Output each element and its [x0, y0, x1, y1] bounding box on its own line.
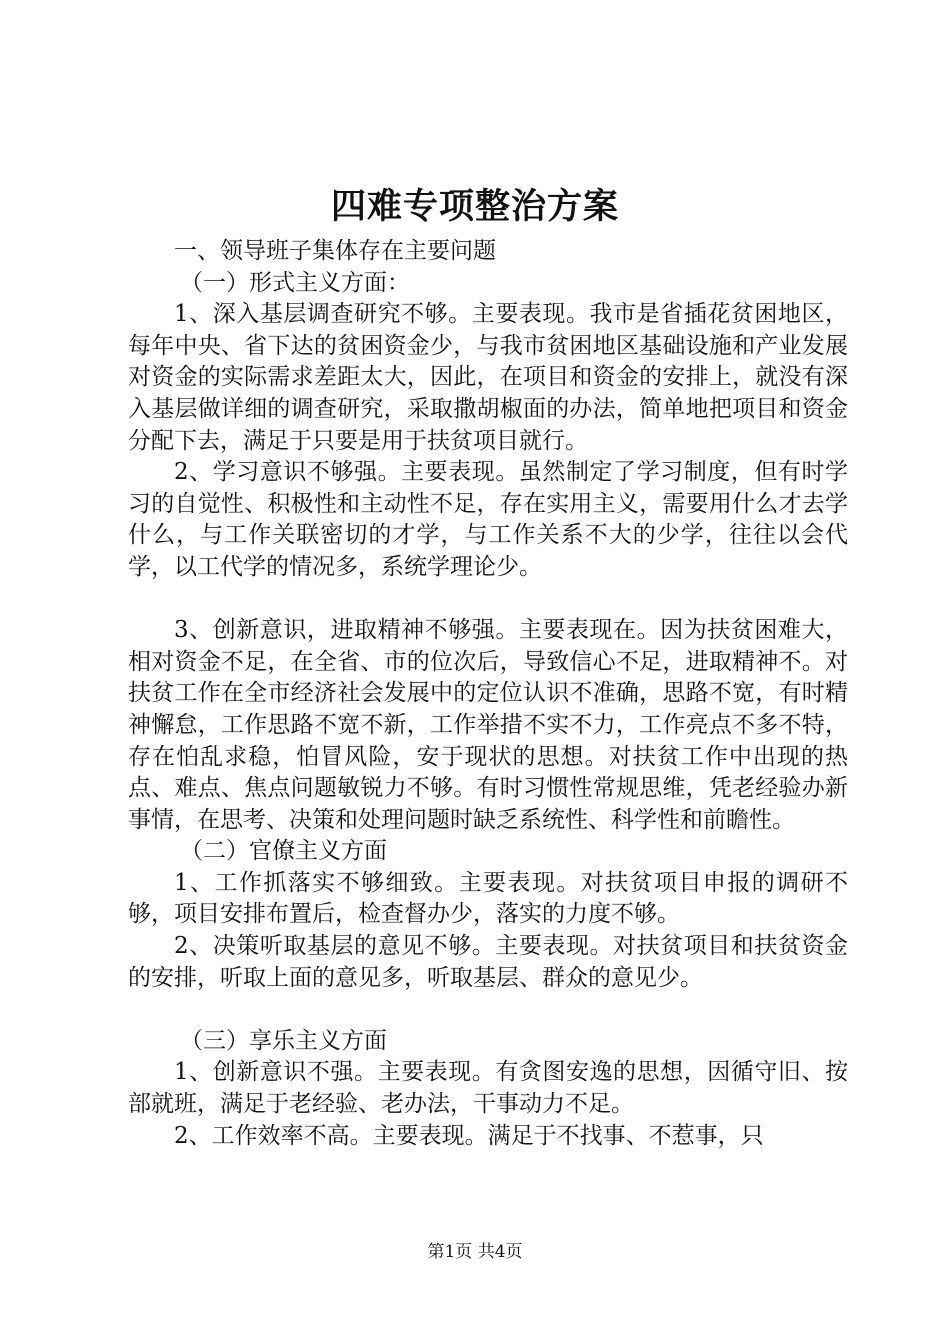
subsection-heading: （三）享乐主义方面: [180, 1027, 387, 1054]
document-title: 四难专项整治方案: [330, 186, 619, 227]
body-paragraph: 1、深入基层调查研究不够。主要表现。我市是省插花贫困地区，每年中央、省下达的贫困资金少，与我市贫困地区基础设施和产业发展对资金的实际需求差距太大，因此，在项目和资金的安排上，就没有深入基层做详细的调查研究，采取撒胡椒面的办法，简单地把项目和资金分配下去，满足于只要是用于扶贫项目就行。: [128, 301, 848, 454]
page-footer: 第1页 共4页: [427, 1242, 523, 1262]
subsection-heading: （一）形式主义方面：: [180, 269, 410, 296]
body-paragraph: 2、工作效率不高。主要表现。满足于不找事、不惹事，只: [174, 1122, 764, 1149]
subsection-heading: （二）官僚主义方面: [180, 838, 387, 865]
section-heading: 一、领导班子集体存在主要问题: [174, 238, 496, 264]
document-body: [128, 236, 848, 1152]
body-paragraph: 2、学习意识不够强。主要表现。虽然制定了学习制度，但有时学习的自觉性、积极性和主动性不足，存在实用主义，需要用什么才去学什么，与工作关联密切的才学，与工作关系不大的少学，往往以会代学，以工代学的情况多，系统学理论少。: [128, 459, 848, 580]
body-paragraph: 2、决策听取基层的意见不够。主要表现。对扶贫项目和扶贫资金的安排，听取上面的意见多，听取基层、群众的意见少。: [128, 933, 848, 991]
body-paragraph: 1、工作抓落实不够细致。主要表现。对扶贫项目申报的调研不够，项目安排布置后，检查督办少，落实的力度不够。: [128, 869, 848, 928]
body-paragraph: 1、创新意识不强。主要表现。有贪图安逸的思想，因循守旧、按部就班，满足于老经验、老办法，干事动力不足。: [128, 1059, 848, 1118]
body-paragraph: 3、创新意识，进取精神不够强。主要表现在。因为扶贫困难大，相对资金不足，在全省、市的位次后，导致信心不足，进取精神不。对扶贫工作在全市经济社会发展中的定位认识不准确，思路不宽，有时精神懈怠，工作思路不宽不新，工作举措不实不力，工作亮点不多不特，存在怕乱求稳，怕冒风险，安于现状的思想。对扶贫工作中出现的热点、难点、焦点问题敏锐力不够。有时习惯性常规思维，凭老经验办新事情，在思考、决策和处理问题时缺乏系统性、科学性和前瞻性。: [128, 617, 848, 833]
